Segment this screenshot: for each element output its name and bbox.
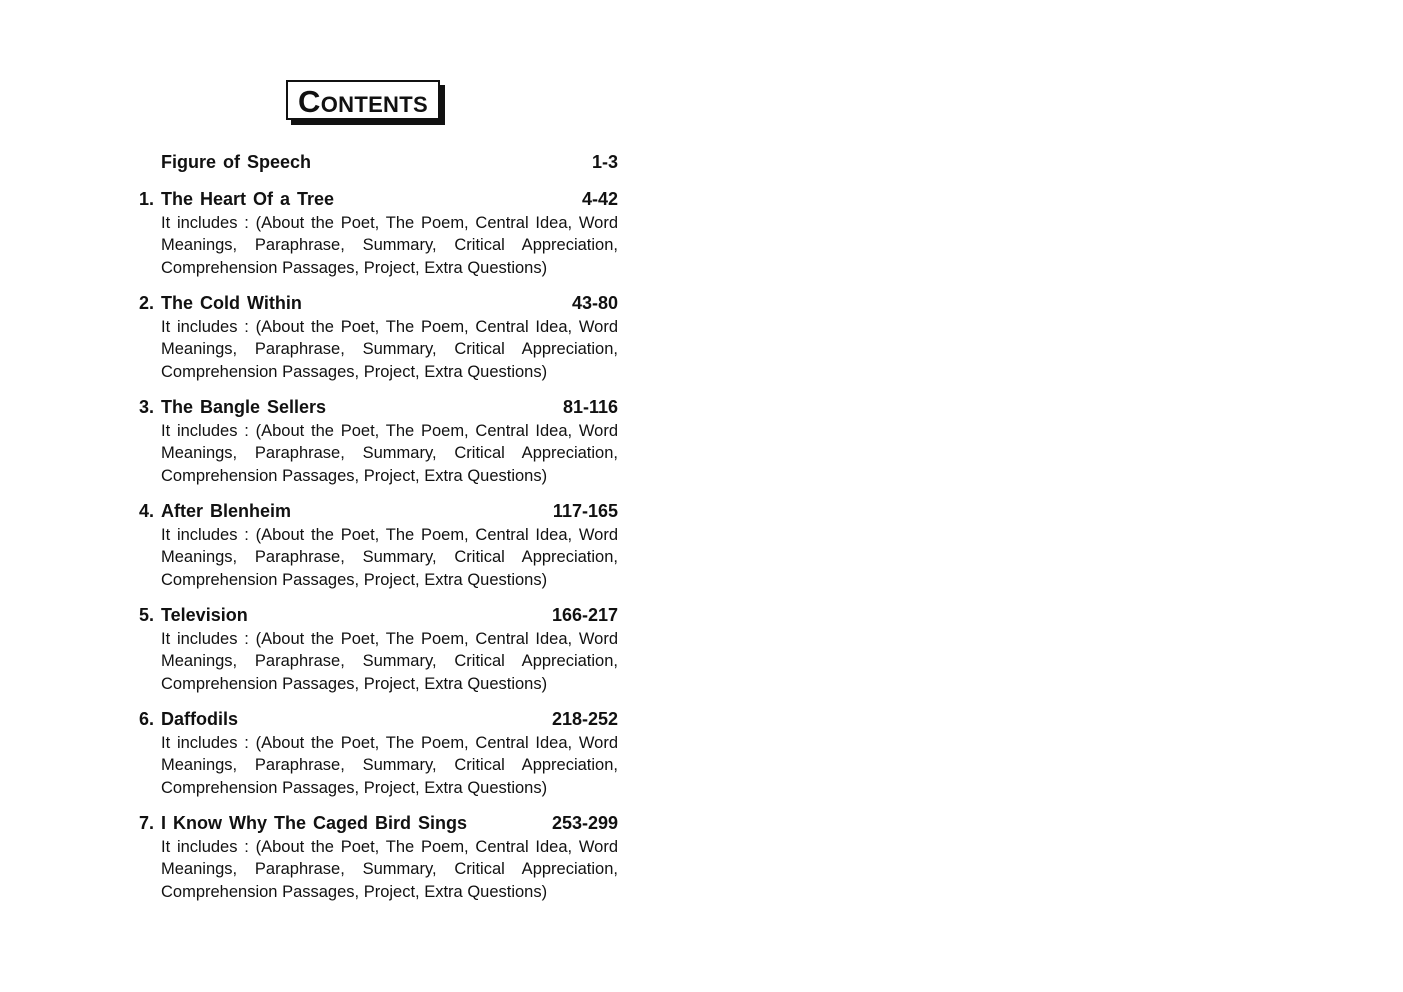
toc-entry-number: 5. — [139, 605, 155, 625]
toc-entry-pages: 117-165 — [552, 501, 618, 521]
toc-entry-chapter-4[interactable] — [139, 499, 618, 603]
toc-entry-chapter-6[interactable] — [139, 707, 618, 811]
toc-entry-heading — [139, 150, 618, 174]
page-title-initial: C — [298, 83, 321, 119]
toc-entry-description: It includes : (About the Poet, The Poem, Central Idea, Word Meanings, Paraphrase, Summary, Critical Appreciation, Comprehension Passages, Project, Extra Questions) — [161, 838, 618, 901]
toc-entry-heading — [139, 811, 618, 835]
toc-entry-chapter-3[interactable] — [139, 395, 618, 499]
toc-entry-chapter-1[interactable] — [139, 187, 618, 291]
toc-entry-heading — [139, 707, 618, 731]
toc-entry-number: 3. — [139, 397, 155, 417]
page-title-rest: ONTENTS — [320, 91, 428, 117]
toc-entry-description: It includes : (About the Poet, The Poem, Central Idea, Word Meanings, Paraphrase, Summary, Critical Appreciation, Comprehension Passages, Project, Extra Questions) — [161, 214, 618, 277]
toc-entry-number: 7. — [139, 813, 155, 833]
toc-entry-heading — [139, 187, 618, 211]
toc-entry-heading — [139, 291, 618, 315]
toc-entry-description: It includes : (About the Poet, The Poem, Central Idea, Word Meanings, Paraphrase, Summary, Critical Appreciation, Comprehension Passages, Project, Extra Questions) — [161, 422, 618, 485]
toc-entry-title: Television — [161, 605, 248, 625]
toc-entry-title: Figure of Speech — [161, 152, 312, 172]
toc-entry-description: It includes : (About the Poet, The Poem, Central Idea, Word Meanings, Paraphrase, Summary, Critical Appreciation, Comprehension Passages, Project, Extra Questions) — [161, 734, 618, 797]
toc-entry-pages: 218-252 — [551, 709, 618, 729]
contents-title-box — [286, 80, 440, 120]
toc-entry-chapter-7[interactable] — [139, 811, 618, 915]
toc-entry-title: After Blenheim — [161, 501, 292, 521]
toc-entry-title: I Know Why The Caged Bird Sings — [161, 813, 468, 833]
toc-entry-number: 6. — [139, 709, 155, 729]
toc-entry-title: The Cold Within — [161, 293, 302, 313]
toc-entry-pages: 166-217 — [551, 605, 618, 625]
toc-entry-pages: 253-299 — [551, 813, 618, 833]
toc-entry-description: It includes : (About the Poet, The Poem, Central Idea, Word Meanings, Paraphrase, Summary, Critical Appreciation, Comprehension Passages, Project, Extra Questions) — [161, 526, 618, 589]
toc-entry-pages: 81-116 — [562, 397, 618, 417]
table-of-contents — [139, 150, 618, 915]
toc-entry-title: The Bangle Sellers — [161, 397, 327, 417]
toc-entry-heading — [139, 395, 618, 419]
toc-entry-number: 4. — [139, 501, 155, 521]
toc-entry-description: It includes : (About the Poet, The Poem, Central Idea, Word Meanings, Paraphrase, Summary, Critical Appreciation, Comprehension Passages, Project, Extra Questions) — [161, 630, 618, 693]
toc-entry-heading — [139, 499, 618, 523]
page-title — [298, 84, 428, 117]
toc-entry-pages: 1-3 — [591, 152, 618, 172]
toc-entry-title: Daffodils — [161, 709, 239, 729]
toc-entry-number: 2. — [139, 293, 155, 313]
toc-entry-figure-of-speech[interactable] — [139, 150, 618, 174]
toc-entry-description: It includes : (About the Poet, The Poem, Central Idea, Word Meanings, Paraphrase, Summary, Critical Appreciation, Comprehension Passages, Project, Extra Questions) — [161, 318, 618, 381]
toc-entry-title: The Heart Of a Tree — [161, 189, 335, 209]
toc-entry-pages: 4-42 — [581, 189, 618, 209]
toc-entry-pages: 43-80 — [571, 293, 618, 313]
toc-entry-chapter-5[interactable] — [139, 603, 618, 707]
toc-entry-heading — [139, 603, 618, 627]
toc-entry-chapter-2[interactable] — [139, 291, 618, 395]
toc-entry-number: 1. — [139, 189, 155, 209]
